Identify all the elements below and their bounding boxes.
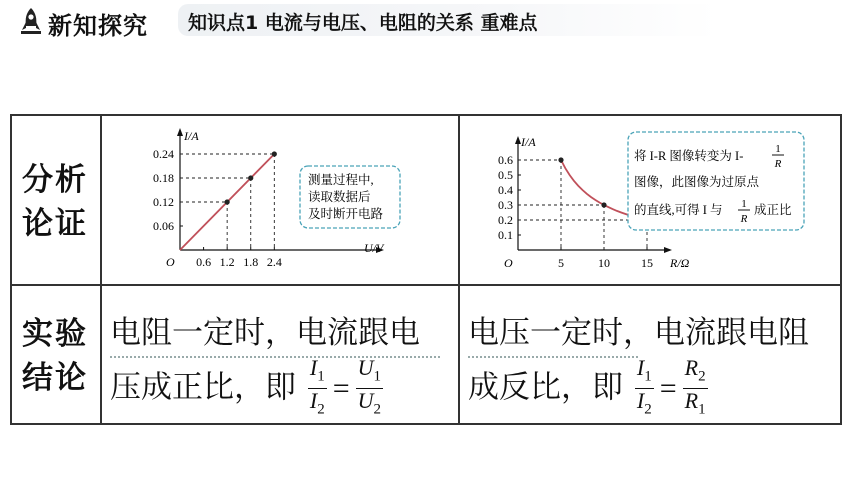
origin-label: O	[166, 255, 175, 269]
conclusion-text: 电压一定时，电流跟电阻	[468, 315, 809, 351]
note-frac-num: 1	[775, 143, 781, 155]
y-tick-label: 0.5	[498, 168, 513, 182]
note-frac-den: R	[740, 213, 748, 225]
note-frac-num: 1	[741, 198, 747, 210]
row-label-line: 分析	[22, 162, 88, 198]
chart-current-voltage	[102, 116, 456, 282]
data-point	[601, 202, 606, 207]
y-axis-label: I/A	[521, 135, 536, 149]
subscript: 2	[373, 401, 381, 418]
symbol: U	[357, 388, 374, 414]
subscript: 1	[644, 368, 652, 385]
y-tick-label: 0.4	[498, 183, 513, 197]
data-point	[558, 157, 563, 162]
y-tick-label: 0.18	[153, 171, 174, 185]
table-border-bottom	[10, 423, 842, 425]
x-tick-label: 10	[598, 256, 610, 270]
fraction	[356, 356, 383, 422]
conclusion-formula-line	[110, 356, 420, 422]
symbol: R	[684, 388, 699, 414]
symbol: R	[684, 355, 699, 380]
note-frac-den: R	[774, 158, 782, 170]
x-axis-arrow	[664, 247, 672, 253]
header-bar	[0, 0, 860, 46]
table-border-left	[10, 114, 12, 425]
note-text: 图像，此图像为过原点	[634, 175, 760, 189]
note-text: 的直线,可得 I 与	[634, 203, 723, 217]
row-label-line: 实验	[22, 316, 88, 352]
note-text: 将 I-R 图像转变为 I-	[634, 149, 744, 163]
fraction	[635, 356, 654, 422]
conclusion-text: 压成正比，即	[110, 369, 296, 406]
topic-banner	[178, 4, 718, 36]
x-tick-label: 15	[641, 256, 653, 270]
rocket-icon	[20, 7, 42, 37]
subscript: 2	[698, 368, 706, 385]
row-label-line: 结论	[22, 360, 88, 396]
symbol: U	[357, 355, 374, 380]
y-tick-label: 0.12	[153, 195, 174, 209]
wavy-underline	[468, 351, 638, 358]
data-point	[272, 151, 277, 156]
row-label-analysis	[22, 158, 88, 246]
note-text: 及时断开电路	[308, 207, 384, 221]
y-tick-label: 0.6	[498, 153, 513, 167]
y-axis-label: I/A	[184, 129, 199, 143]
origin-label: O	[504, 256, 513, 270]
x-tick-label: 1.2	[219, 255, 235, 269]
y-tick-label: 0.2	[498, 213, 513, 227]
subscript: 2	[644, 401, 652, 418]
conclusion-text: 成反比，即	[468, 369, 623, 406]
conclusion-formula-line	[468, 356, 809, 422]
table-border-right	[840, 114, 842, 425]
x-axis-label: R/Ω	[670, 256, 690, 270]
row-label-conclusion	[22, 312, 88, 400]
symbol: I	[309, 355, 318, 380]
y-tick-label: 0.1	[498, 228, 513, 242]
fraction	[308, 356, 327, 422]
conclusion-text: 电阻一定时，电流跟电	[110, 315, 420, 351]
y-tick-label: 0.24	[153, 147, 174, 161]
x-tick-label: 0.6	[196, 255, 212, 269]
x-tick-label: 2.4	[266, 255, 282, 269]
conclusion-left	[110, 310, 420, 422]
wavy-underline	[110, 351, 440, 358]
chart-current-resistance	[460, 116, 838, 282]
y-tick-label: 0.06	[153, 219, 174, 233]
fraction	[683, 356, 708, 422]
x-tick-label: 5	[558, 256, 564, 270]
subscript: 2	[317, 401, 325, 418]
x-tick-label: 1.8	[243, 255, 259, 269]
data-point	[248, 175, 253, 180]
y-axis-arrow	[177, 128, 183, 136]
data-point	[225, 199, 230, 204]
symbol: I	[309, 388, 318, 414]
symbol: I	[636, 355, 645, 380]
symbol: I	[636, 388, 645, 414]
table-row-divider	[10, 284, 842, 286]
row-label-line: 论证	[22, 206, 88, 242]
note-text: 测量过程中,	[308, 173, 374, 187]
subscript: 1	[317, 368, 325, 385]
section-title: 新知探究	[48, 12, 148, 40]
equals-sign: =	[659, 371, 677, 405]
note-text: 读取数据后	[308, 190, 371, 204]
note-text: 成正比	[754, 203, 792, 217]
subscript: 1	[698, 401, 706, 418]
equals-sign: =	[332, 371, 350, 405]
content-table	[10, 114, 842, 425]
x-axis-label: U/V	[364, 241, 384, 255]
topic-text: 知识点1 电流与电压、电阻的关系 重难点	[188, 12, 538, 34]
subscript: 1	[373, 368, 381, 385]
y-tick-label: 0.3	[498, 198, 513, 212]
conclusion-right	[468, 310, 809, 422]
